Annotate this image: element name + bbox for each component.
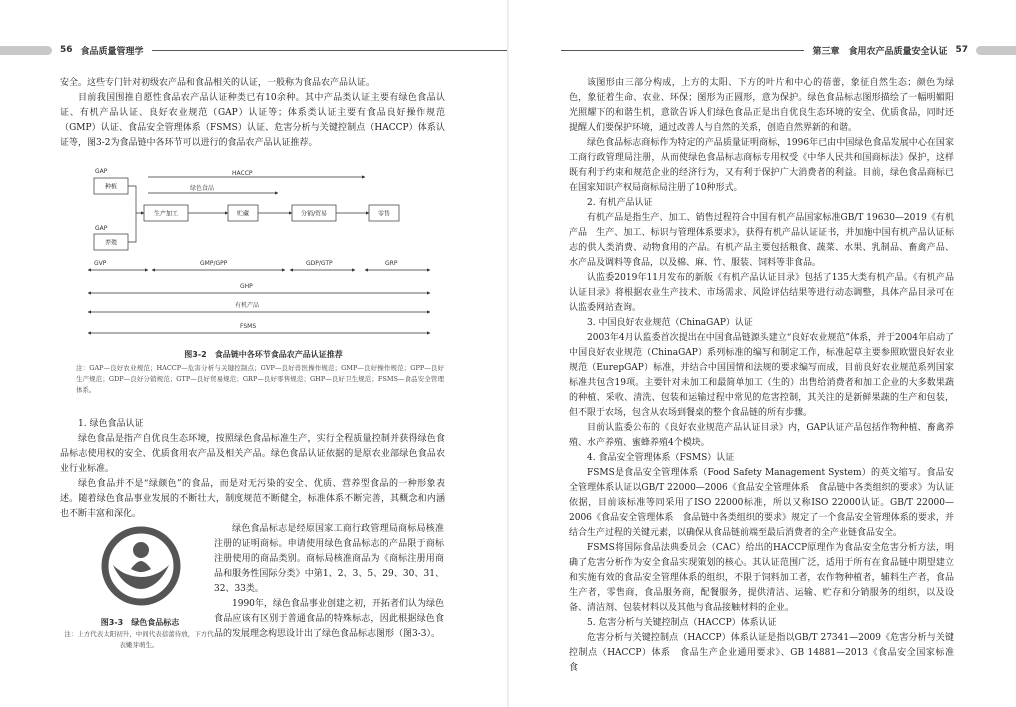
paragraph: 2003年4月认监委首次提出在中国食品链源头建立“良好农业规范”体系，并于2004年启动了中国良好农业规范（ChinaGAP）系列标准的编写和制定工作，标准起草主要参照欧盟良好农业规范（EurepGAP）标准，并结合中国国情和法规的要求编写而成，目前良好农业规范系列国家标准共包含19项。主要针对未加工和最简单加工（生的）出售给消费者和加工企业的大多数果蔬的种植、采收、清洗、包装和运输过程中常见的危害控制，其关注的是新鲜果蔬的生产和包装，但不限于农场，包含从农场到餐桌的整个食品链的所有步骤。 (569, 333, 954, 418)
diagram-box-breeding: 养殖 (104, 239, 118, 247)
diagram-label: 绿色食品 (190, 185, 215, 192)
diagram-label: GAP (95, 225, 108, 232)
left-logo-wrap-text (214, 522, 444, 642)
paragraph: 目前我国围推自愿性食品农产品认证种类已有10余种。其中产品类认证主要有绿色食品认证、有机产品认证、良好农业规范（GAP）认证等；体系类认证主要有食品良好操作规范（GMP）认证、食品安全管理体系（FSMS）认证、危害分析与关键控制点（HACCP）体系认证等，图3-2为食品链中各环节可以进行的食品农产品认证推荐。 (60, 93, 445, 148)
section-heading: 3. 中国良好农业规范（ChinaGAP）认证 (587, 318, 753, 328)
left-section-1 (60, 417, 445, 522)
book-title: 食品质量管理学 (80, 46, 144, 57)
paragraph: 认监委2019年11月发布的新版《有机产品认证目录》包括了135大类有机产品。《有机产品认证目录》将根据农业生产技术、市场需求、风险评估结果等进行动态调整，具体产品目录可在认监委网站查询。 (569, 273, 954, 313)
figure-3-2-diagram (80, 160, 440, 350)
paragraph: 绿色食品是指产自优良生态环境，按照绿色食品标准生产，实行全程质量控制并获得绿色食品标志使用权的安全、优质食用农产品及相关产品。绿色食品认证依据的是原农业部绿色食品农业行业标准。 (60, 434, 445, 474)
diagram-box-processing: 生产加工 (153, 210, 179, 218)
right-page-number: 57 (955, 45, 968, 55)
green-food-logo (95, 525, 187, 607)
paragraph: FSMS是食品安全管理体系（Food Safety Management System）的英文缩写。食品安全管理体系认证以GB/T 22000—2006《食品安全管理体系 食品链中各类组织的要求》为认证依据，目前该标准等同采用了ISO 22000标准，所以又称ISO 22000认证。GB/T 22000—2006《食品安全管理体系 食品链中各类组织的要求》规定了一个食品安全管理体系的要求，并结合生产过程的关键元素，以确保从食品链前端至最后消费者的全产业链食品安全。 (569, 468, 954, 538)
chapter-title: 第三章 食用农产品质量安全认证 (812, 46, 948, 57)
figure-3-2-note: 注：GAP—良好农业规范；HACCP—危害分析与关键控制点；GVP—良好兽医操作规范；GMP—良好操作规范；GPP—良好生产规范；GDP—良好分销规范；GTP—良好贸易规范；GRP—良好零售规范；GHP—良好卫生规范；FSMS—食品安全管理体系。 (76, 364, 444, 394)
header-rule (152, 50, 507, 51)
paragraph: 该图形由三部分构成，上方的太阳、下方的叶片和中心的蓓蕾，象征自然生态；颜色为绿色，象征着生命、农业、环保；图形为正圆形，意为保护。绿色食品标志图形描绘了一幅明媚阳光照耀下的和谐生机，意欲告诉人们绿色食品正是出自优良生态环境的安全、优质食品，同时还提醒人们要保护环境，通过改善人与自然的关系，创造自然界新的和谐。 (569, 78, 954, 133)
diagram-box-storage: 贮藏 (236, 210, 250, 218)
header-rule (561, 50, 804, 51)
diagram-label: FSMS (240, 323, 257, 330)
left-page-header (0, 42, 507, 58)
diagram-label: GHP (240, 283, 253, 290)
section-heading: 4. 食品安全管理体系（FSMS）认证 (587, 453, 735, 463)
right-page-header (509, 42, 1016, 58)
figure-3-3-note: 注：上方代表太阳初升，中间代表蓓蕾待放，下方代表嫩芽萌生。 (64, 630, 214, 649)
diagram-label: HACCP (232, 170, 253, 177)
section-heading: 1. 绿色食品认证 (78, 419, 144, 429)
diagram-box-retail: 零售 (377, 210, 391, 218)
paragraph: 目前认监委公布的《良好农业规范产品认证目录》内，GAP认证产品包括作物种植、畜禽养殖、水产养殖、蜜蜂养殖4个模块。 (569, 423, 954, 448)
diagram-label: GMP/GPP (200, 260, 228, 267)
header-tab (976, 46, 1016, 55)
section-heading: 5. 危害分析与关键控制点（HACCP）体系认证 (587, 618, 777, 628)
paragraph: 有机产品是指生产、加工、销售过程符合中国有机产品国家标准GB/T 19630—2019《有机产品 生产、加工、标识与管理体系要求》，获得有机产品认证证书，并加施中国有机产品认证标志的供人类消费、动物食用的产品。有机产品主要包括粮食、蔬菜、水果、乳制品、畜禽产品、水产品及调料等食品，以及棉、麻、竹、服装、饲料等非食品。 (569, 213, 954, 268)
diagram-box-planting: 种植 (104, 183, 118, 191)
paragraph: 危害分析与关键控制点（HACCP）体系认证是指以GB/T 27341—2009《危害分析与关键控制点（HACCP）体系 食品生产企业通用要求》、GB 14881—2013《食品安全国家标准 食 (569, 633, 964, 673)
header-tab (0, 46, 52, 55)
paragraph: 绿色食品标志商标作为特定的产品质量证明商标，1996年已由中国绿色食品发展中心在国家工商行政管理局注册，从而使绿色食品标志商标专用权受《中华人民共和国商标法》保护，这样既有利于约束和规范企业的经济行为，又有利于保护广大消费者的利益。目前，绿色食品商标已在国家知识产权局商标局注册了10种形式。 (569, 138, 954, 193)
diagram-label: 有机产品 (235, 302, 260, 309)
paragraph: 1990年，绿色食品事业创建之初，开拓者们认为绿色食品应该有区别于普通食品的特殊标志，因此根据绿色食品的发展理念构思设计出了绿色食品标志图形（图3-3）。 (214, 599, 444, 639)
left-intro-text (60, 76, 445, 151)
paragraph: 绿色食品标志是经原国家工商行政管理局商标局核准注册的证明商标。申请使用绿色食品标志的产品限于商标注册使用的商品类别。商标局核准商品为《商标注册用商品和服务性国际分类》中第1、2、3、5、29、30、31、32、33类。 (214, 524, 444, 594)
paragraph: FSMS将国际食品法典委员会（CAC）给出的HACCP原理作为食品安全危害分析方法，明确了危害分析作为安全食品实现策划的核心。其认证范围广泛，适用于所有在食品链中期望建立和实施有效的食品安全管理体系的组织，不限于饲料加工者，农作物种植者，辅料生产者，食品生产者，零售商，食品服务商，配餐服务，提供清洁、运输、贮存和分销服务的组织，以及设备、清洁剂、包装材料以及其他与食品接触材料的企业。 (569, 543, 954, 613)
figure-3-2-caption: 图3-2 食品链中各环节食品农产品认证推荐 (184, 350, 343, 359)
diagram-label: GAP (95, 168, 108, 175)
figure-3-3-caption: 图3-3 绿色食品标志 (100, 618, 180, 627)
left-page-number: 56 (60, 45, 73, 55)
right-body-text (569, 76, 964, 676)
section-heading: 2. 有机产品认证 (587, 198, 653, 208)
paragraph: 安全。这些专门针对初级农产品和食品相关的认证，一般称为食品农产品认证。 (60, 78, 376, 88)
paragraph: 绿色食品并不是“绿颜色”的食品，而是对无污染的安全、优质、营养型食品的一种形象表述。随着绿色食品事业发展的不断壮大，制度规范不断健全，标准体系不断完善，其概念和内涵也不断丰富和深化。 (60, 479, 445, 519)
diagram-label: GDP/GTP (306, 260, 333, 267)
diagram-box-distribution: 分销/贸易 (300, 210, 328, 218)
diagram-label: GVP (94, 260, 107, 267)
diagram-label: GRP (385, 260, 398, 267)
